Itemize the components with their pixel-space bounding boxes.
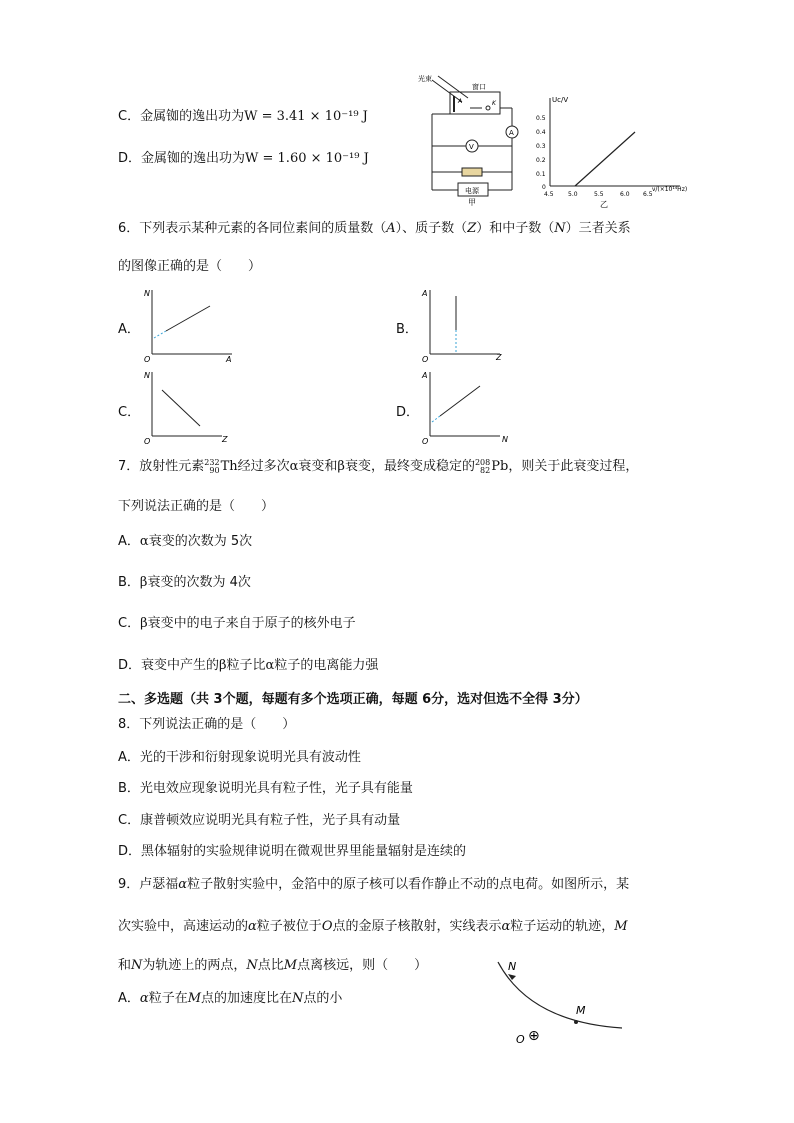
q8-option-b[interactable]: B．光电效应现象说明光具有粒子性，光子具有能量 — [118, 781, 413, 796]
q7-stem-line2: 下列说法正确的是（ ） — [118, 499, 275, 514]
graph-y-label: N — [144, 289, 150, 298]
q9-text: 粒子被位于 — [256, 919, 322, 934]
q9-text: 粒子散射实验中，金箔中的原子核可以看作静止不动的点电荷。如图所示，某 — [187, 877, 630, 892]
q9-stem-line1 — [118, 876, 629, 894]
lead-nuclide-numbers — [475, 459, 490, 475]
beta-symbol: β — [140, 616, 148, 631]
graph-y-label: N — [144, 371, 150, 380]
q5-option-d[interactable] — [118, 150, 369, 168]
option-text: D．衰变中产生的 — [118, 658, 220, 673]
graph-ytick: 0.1 — [536, 171, 546, 178]
graph-origin: O — [422, 355, 429, 362]
cathode-terminal — [486, 106, 490, 110]
q9-text: 点比 — [257, 958, 284, 973]
option-label: C． — [118, 616, 141, 631]
alpha-symbol: α — [139, 534, 149, 549]
power-label: 电源 — [465, 187, 479, 195]
graph-x-label: Z — [222, 435, 228, 444]
graph-x-label: ν/(×10¹⁴Hz) — [652, 186, 688, 193]
option-label: A． — [118, 534, 140, 549]
option-text: 粒子的电离能力强 — [274, 658, 379, 673]
option-text: 粒子比 — [226, 658, 266, 673]
q7-option-c[interactable] — [118, 615, 356, 633]
figure-yi-caption: 乙 — [600, 200, 608, 209]
thorium-symbol: Th — [220, 459, 238, 474]
q6-graph-d — [418, 366, 518, 444]
q7-option-a[interactable] — [118, 533, 252, 551]
graph-y-label: A — [422, 289, 428, 298]
q6-stem-text: ）和中子数（ — [476, 221, 555, 236]
graph-y-label: Uᴄ/V — [552, 96, 569, 104]
option-text: 粒子在 — [148, 991, 188, 1006]
q6-stem-line2: 的图像正确的是（ ） — [118, 259, 262, 274]
graph-ytick: 0.2 — [536, 157, 546, 164]
option-text: 衰变的次数为 5次 — [148, 534, 253, 549]
q8-stem: 8．下列说法正确的是（ ） — [118, 717, 296, 732]
beta-symbol: β — [139, 575, 148, 590]
q6-option-a[interactable]: A． — [118, 322, 140, 337]
q9-text: 点的金原子核散射，实线表示 — [332, 919, 502, 934]
q6-stem — [118, 220, 631, 238]
graph-xtick: 5.0 — [568, 191, 578, 198]
alpha-symbol: α — [248, 919, 257, 934]
stopping-voltage-graph — [530, 92, 690, 210]
fig-label-m: M — [576, 1004, 586, 1017]
q5-option-c-text: C．金属铷的逸出功为 — [118, 109, 245, 124]
q6-graph-a — [140, 284, 240, 362]
q5-option-c[interactable] — [118, 108, 368, 126]
photoelectric-circuit-figure — [418, 72, 528, 208]
alpha-trajectory — [498, 962, 622, 1028]
window-label: 窗口 — [472, 83, 486, 91]
graph-origin: O — [422, 437, 429, 444]
q7-stem-text: 衰变和 — [298, 459, 338, 474]
graph-ytick: 0 — [542, 184, 546, 191]
fig-label-o: O — [516, 1033, 525, 1046]
q6-option-b[interactable]: B． — [396, 322, 418, 337]
graph-line — [440, 386, 480, 416]
point-m-label: M — [283, 958, 298, 973]
graph-line — [166, 306, 210, 331]
q7-option-d[interactable] — [118, 657, 378, 675]
q6-stem-text: ）三者关系 — [565, 221, 631, 236]
option-text: 点的小 — [303, 991, 343, 1006]
q9-option-a[interactable] — [118, 990, 342, 1008]
q6-option-c[interactable]: C． — [118, 405, 141, 420]
q5-option-d-formula: W = 1.60 × 10⁻¹⁹ J — [245, 151, 369, 166]
q7-stem-text: 7．放射性元素 — [118, 459, 205, 474]
thorium-atomic-number: 90 — [209, 465, 220, 475]
graph-line — [162, 390, 200, 426]
graph-dashed-extension — [432, 416, 440, 422]
q9-text: 次实验中，高速运动的 — [118, 919, 249, 934]
light-label: 光束 — [418, 75, 432, 83]
q9-stem-line3 — [118, 957, 427, 975]
option-text: 衰变的次数为 4次 — [147, 575, 251, 590]
q5-option-d-text: D．金属铷的逸出功为 — [118, 151, 246, 166]
q9-text: 粒子运动的轨迹， — [510, 919, 615, 934]
q6-option-d[interactable]: D． — [396, 405, 420, 420]
q7-stem-text: 经过多次 — [237, 459, 290, 474]
voltmeter-label: V — [469, 143, 474, 151]
q6-stem-text: ）、质子数（ — [395, 221, 468, 236]
point-o-label: O — [321, 919, 333, 934]
rheostat — [462, 168, 482, 176]
ammeter-label: A — [509, 129, 514, 137]
point-n-label: N — [246, 958, 258, 973]
q8-option-d[interactable]: D．黑体辐射的实验规律说明在微观世界里能量辐射是连续的 — [118, 844, 467, 859]
alpha-scattering-figure — [490, 952, 630, 1048]
thorium-nuclide-numbers — [204, 459, 219, 475]
q6-graph-b — [418, 284, 518, 362]
graph-origin: O — [144, 355, 151, 362]
graph-ytick: 0.4 — [536, 129, 546, 136]
graph-y-label: A — [422, 371, 428, 380]
q6-var-n: N — [554, 221, 566, 236]
alpha-symbol: α — [139, 991, 149, 1006]
q7-stem-text: ，则关于此衰变过程， — [508, 459, 639, 474]
q7-option-b[interactable] — [118, 574, 251, 592]
q8-option-c[interactable]: C．康普顿效应说明光具有粒子性，光子具有动量 — [118, 813, 401, 828]
q9-text: 和 — [118, 958, 132, 973]
alpha-symbol: α — [178, 877, 188, 892]
q6-var-a: A — [386, 221, 396, 236]
graph-x-label: Z — [496, 353, 502, 362]
lead-atomic-number: 82 — [480, 465, 491, 475]
graph-origin: O — [144, 437, 151, 444]
graph-line — [575, 132, 635, 186]
q9-text: 点离核远，则（ ） — [297, 958, 428, 973]
q8-option-a[interactable]: A．光的干涉和衍射现象说明光具有波动性 — [118, 750, 361, 765]
gold-nucleus-icon: ⊕ — [528, 1028, 540, 1044]
light-beam-ray-2 — [438, 76, 468, 98]
alpha-symbol: α — [501, 919, 511, 934]
lead-symbol: Pb — [491, 459, 509, 474]
beta-symbol: β — [219, 658, 227, 673]
graph-x-label: A — [226, 355, 232, 362]
q9-text: 为轨迹上的两点， — [142, 958, 247, 973]
q7-stem-text: 衰变，最终变成稳定的 — [344, 459, 475, 474]
beta-symbol: β — [337, 459, 345, 474]
alpha-symbol: α — [289, 459, 299, 474]
point-n-label: N — [292, 991, 304, 1006]
q6-stem-text: 6．下列表示某种元素的各同位素间的质量数（ — [118, 221, 387, 236]
alpha-symbol: α — [265, 658, 275, 673]
graph-ytick: 0.5 — [536, 115, 546, 122]
graph-ytick: 0.3 — [536, 143, 546, 150]
section-heading-multiple-choice: 二、多选题（共 3个题，每题有多个选项正确，每题 6分，选对但选不全得 3分） — [118, 692, 588, 707]
option-label: B． — [118, 575, 140, 590]
point-m — [574, 1020, 578, 1024]
point-n-label: N — [131, 958, 143, 973]
q9-text: 9．卢瑟福 — [118, 877, 179, 892]
graph-xtick: 6.0 — [620, 191, 630, 198]
graph-x-label: N — [502, 435, 508, 444]
q7-stem — [118, 458, 638, 476]
lead-mass-number: 208 — [474, 457, 491, 467]
thorium-mass-number: 232 — [204, 457, 220, 467]
graph-xtick: 5.5 — [594, 191, 604, 198]
graph-dashed-extension — [154, 331, 166, 338]
option-label: A． — [118, 991, 140, 1006]
point-m-label: M — [187, 991, 202, 1006]
q6-var-z: Z — [467, 221, 477, 236]
option-text: 点的加速度比在 — [201, 991, 293, 1006]
cathode-label: K — [492, 100, 496, 107]
anode-label: A — [458, 98, 463, 105]
figure-jia-caption: 甲 — [468, 198, 476, 207]
q9-stem-line2 — [118, 918, 628, 936]
q6-graph-c — [140, 366, 240, 444]
graph-xtick: 4.5 — [544, 191, 554, 198]
q5-option-c-formula: W = 3.41 × 10⁻¹⁹ J — [244, 109, 368, 124]
option-text: 衰变中的电子来自于原子的核外电子 — [147, 616, 356, 631]
graph-xtick: 6.5 — [643, 191, 653, 198]
fig-label-n: N — [508, 960, 517, 973]
point-m-label: M — [614, 919, 628, 934]
